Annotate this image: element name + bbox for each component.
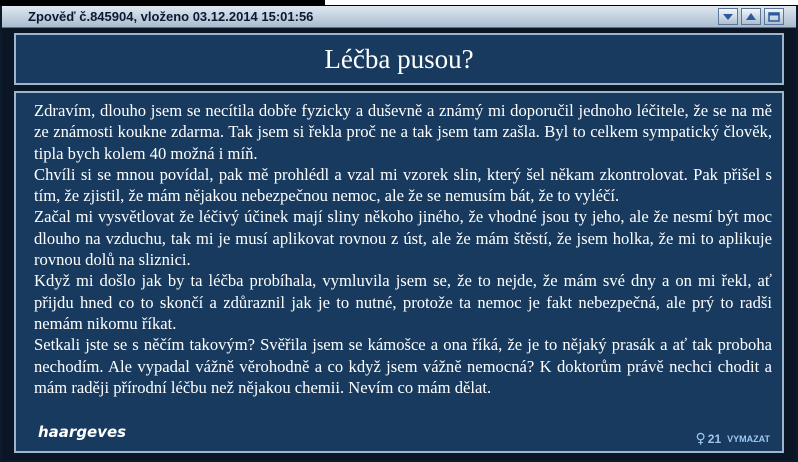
confession-panel: [2, 6, 796, 460]
post-paragraph: Začal mi vysvětlovat že léčivý účinek mají sliny někoho jiného, že vhodné jsou ty jeho, ale že nesmí být moc dlouho na vzduchu, tak mi je musí aplikovat rovnou z úst, ale že mám štěstí, že jsem holka, že mi to aplikuje rovnou dolů na sliznici.: [34, 207, 772, 270]
confession-meta: Zpověď č.845904, vloženo 03.12.2014 15:01:56: [28, 9, 314, 24]
post-body: [14, 91, 784, 453]
age-value: 21: [707, 432, 722, 446]
post-title: Léčba pusou?: [324, 43, 474, 74]
top-strip-bar: [325, 0, 798, 5]
collapse-button[interactable]: [718, 8, 738, 25]
post-paragraph: Chvíli si se mnou povídal, pak mě prohlédl a vzal mi vzorek slin, který šel někam zkontrolovat. Pak přišel s tím, že zjistil, že mám nějakou nebezpečnou nemoc, ale že se nemusím bát, že to vyléčí.: [34, 164, 772, 206]
post-paragraph: Setkali jste se s něčím takovým? Svěřila jsem se kámošce a ona říká, že je to nějaký prasák a ať tak proboha nechodím. Ale vypadal vážně věrohodně a co když jsem vážně nemocná? K doktorům právě nechci chodit a mám raději přírodní léčbu než nějakou chemii. Nevím co mám dělat.: [34, 335, 772, 397]
post-paragraph: Když mi došlo jak by ta léčba probíhala, vymluvila jsem se, že to nejde, že mám své dny a on mi řekl, ať přijdu hned co to skončí a zdůraznil jak je to nutné, protože ta nemoc je fakt nebezpečná, ale prý to radši nemám nikomu říkat.: [34, 271, 772, 333]
post-text: [34, 100, 772, 398]
title-box: [14, 33, 784, 85]
maximize-button[interactable]: [764, 8, 784, 25]
female-icon: ♀: [695, 431, 706, 447]
author-age: [696, 431, 722, 447]
expand-up-button[interactable]: [741, 8, 761, 25]
author-name[interactable]: haargeves: [38, 423, 127, 441]
maximize-icon: [768, 12, 780, 22]
delete-link[interactable]: VYMAZAT: [727, 434, 770, 444]
post-paragraph: Zdravím, dlouho jsem se necítila dobře fyzicky a duševně a známý mi doporučil jednoho léčitele, že se na mě ze známosti koukne zdarma. Tak jsem si řekla proč ne a tak jsem tam zašla. Byl to celkem sympatický člověk, tipla bych kolem 40 možná i míň.: [34, 101, 772, 163]
chevron-up-icon: [745, 12, 757, 21]
chevron-down-icon: [722, 12, 734, 21]
panel-header: [2, 6, 796, 28]
post-footer: [696, 431, 770, 447]
